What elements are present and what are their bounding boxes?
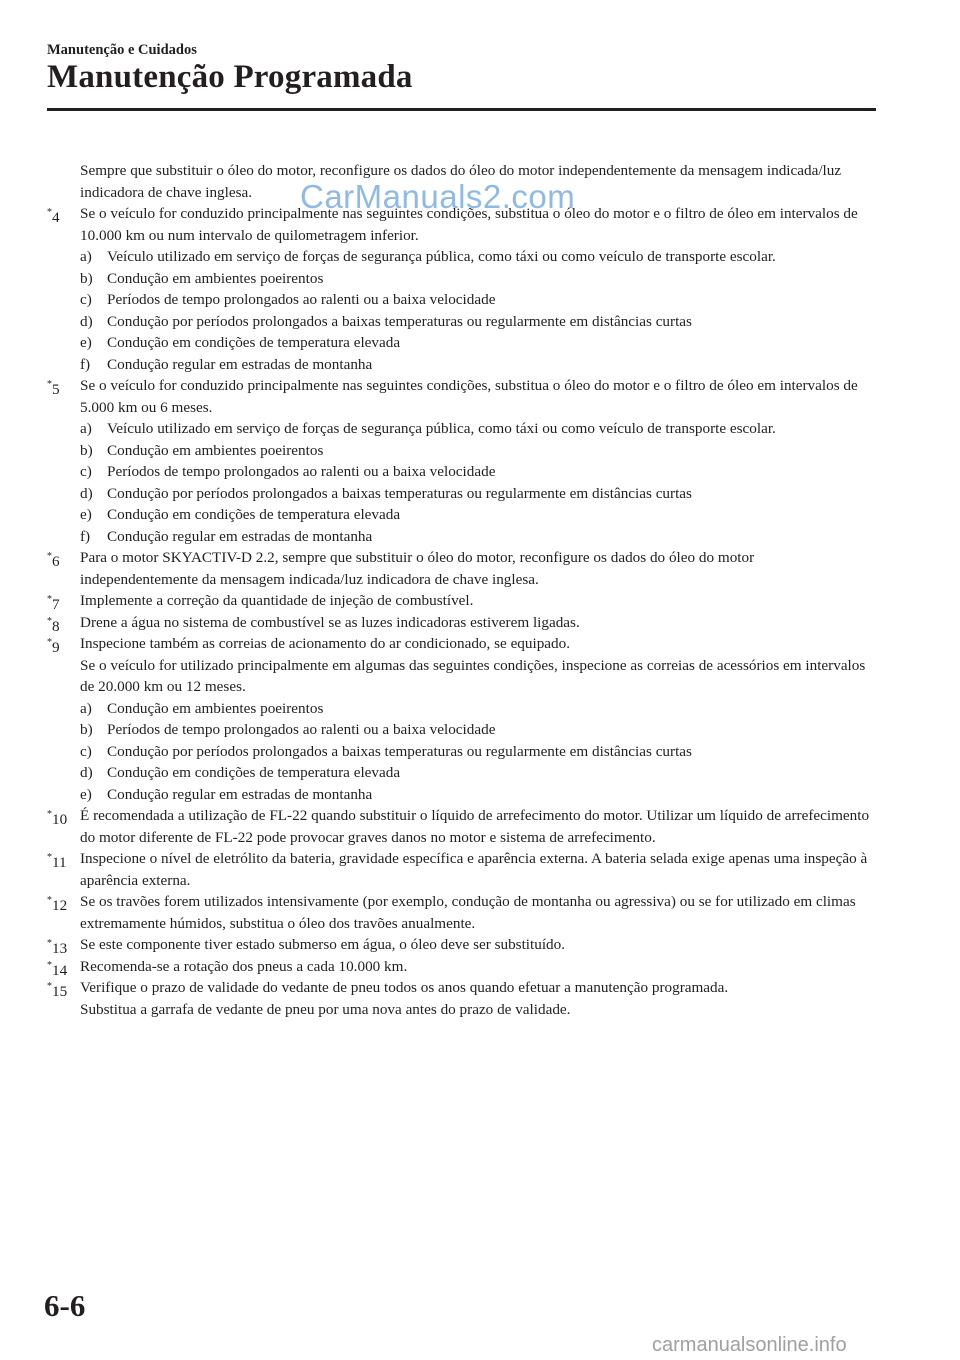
note-11	[47, 848, 876, 891]
list-text: Condução em ambientes poeirentos	[107, 699, 324, 717]
list-letter: c)	[80, 742, 92, 760]
list-item	[80, 311, 876, 333]
footnote-mark: *4	[47, 207, 60, 227]
list-letter: c)	[80, 463, 92, 480]
note-text: Implemente a correção da quantidade de injeção de combustível.	[80, 592, 474, 609]
note-text-secondary: Se o veículo for utilizado principalmente em algumas das seguintes condições, inspecione as correias de acessórios em intervalos de 20.000 km ou 12 meses.	[80, 656, 866, 695]
footnote-number: 9	[52, 639, 60, 657]
list-text: Condução por períodos prolongados a baixas temperaturas ou regularmente em distâncias curtas	[107, 484, 692, 502]
list-item	[80, 418, 876, 440]
list-text: Condução regular em estradas de montanha	[107, 355, 373, 373]
note-4	[47, 203, 876, 375]
footnote-mark: *5	[47, 379, 60, 399]
footnote-number: 11	[52, 854, 67, 872]
list-text: Condução em ambientes poeirentos	[107, 441, 324, 459]
list-item	[80, 741, 876, 763]
footnote-number: 12	[52, 897, 68, 915]
watermark-top[interactable]: CarManuals2.com	[300, 178, 576, 215]
footnote-number: 15	[52, 983, 68, 1001]
list-letter: b)	[80, 269, 93, 287]
list-item	[80, 526, 876, 548]
note-text: Se este componente tiver estado submerso em água, o óleo deve ser substituído.	[80, 936, 566, 953]
note-13	[47, 934, 876, 956]
note-7	[47, 590, 876, 612]
footnote-mark: *9	[47, 637, 60, 657]
footnote-number: 10	[52, 811, 68, 829]
list-letter: d)	[80, 764, 93, 781]
note-5	[47, 375, 876, 547]
footnote-number: 7	[52, 596, 60, 614]
notes-content	[47, 160, 876, 1020]
page-number: 6-6	[44, 1288, 86, 1323]
footnote-mark: *10	[47, 809, 68, 829]
note-text-secondary: Substitua a garrafa de vedante de pneu por uma nova antes do prazo de validade.	[80, 1000, 571, 1018]
list-text: Veículo utilizado em serviço de forças de segurança pública, como táxi ou como veículo de transporte escolar.	[107, 248, 776, 265]
list-text: Períodos de tempo prolongados ao ralenti ou a baixa velocidade	[107, 463, 496, 480]
list-letter: f)	[80, 527, 91, 545]
list-item	[80, 698, 876, 720]
list-item	[80, 289, 876, 311]
list-letter: d)	[80, 484, 93, 502]
note-text: Drene a água no sistema de combustível se as luzes indicadoras estiverem ligadas.	[80, 613, 580, 631]
note-9	[47, 633, 876, 805]
title-rule	[47, 108, 876, 111]
list-text: Períodos de tempo prolongados ao ralenti ou a baixa velocidade	[107, 291, 496, 308]
note-10	[47, 805, 876, 848]
list-item	[80, 246, 876, 268]
footnote-number: 6	[52, 553, 60, 571]
list-letter: b)	[80, 721, 93, 738]
list-text: Condução em condições de temperatura elevada	[107, 506, 401, 523]
list-letter: e)	[80, 506, 92, 523]
list-text: Condução em ambientes poeirentos	[107, 269, 324, 287]
list-item	[80, 268, 876, 290]
note-12	[47, 891, 876, 934]
footnote-mark: *7	[47, 594, 60, 614]
note-text: Se o veículo for conduzido principalmente nas seguintes condições, substitua o óleo do motor e o filtro de óleo em intervalos de 5.000 km ou 6 meses.	[80, 377, 858, 416]
footnote-mark: *13	[47, 938, 68, 958]
footnote-number: 14	[52, 961, 68, 979]
list-item	[80, 354, 876, 376]
footnote-mark: *8	[47, 615, 60, 635]
note-text: Se o veículo for conduzido principalmente nas seguintes condições, substitua o óleo do motor e o filtro de óleo em intervalos de 10.000 km ou num intervalo de quilometragem inferior.	[80, 205, 858, 244]
footnote-number: 8	[52, 617, 60, 635]
list-letter: e)	[80, 785, 92, 803]
note-text: Recomenda-se a rotação dos pneus a cada 10.000 km.	[80, 957, 408, 975]
note-text: Verifique o prazo de validade do vedante de pneu todos os anos quando efetuar a manutenção programada.	[80, 979, 729, 996]
list-text: Condução por períodos prolongados a baixas temperaturas ou regularmente em distâncias curtas	[107, 312, 692, 330]
condition-list	[80, 698, 876, 806]
list-item	[80, 784, 876, 806]
note-6	[47, 547, 876, 590]
note-text: Para o motor SKYACTIV-D 2.2, sempre que substituir o óleo do motor, reconfigure os dados do óleo do motor independentemente da mensagem indicada/luz indicadora de chave inglesa.	[80, 549, 755, 588]
footnote-number: 5	[52, 381, 60, 399]
note-text: Inspecione também as correias de acionamento do ar condicionado, se equipado.	[80, 635, 571, 652]
list-item	[80, 440, 876, 462]
footnote-mark: *6	[47, 551, 60, 571]
note-14	[47, 956, 876, 978]
list-item	[80, 461, 876, 483]
list-letter: d)	[80, 312, 93, 330]
list-item	[80, 483, 876, 505]
watermark-bottom[interactable]: carmanualsonline.info	[652, 1334, 847, 1356]
note-15	[47, 977, 876, 1020]
note-8	[47, 612, 876, 634]
footnote-mark: *11	[47, 852, 67, 872]
list-letter: a)	[80, 699, 92, 717]
list-item	[80, 332, 876, 354]
list-text: Condução por períodos prolongados a baixas temperaturas ou regularmente em distâncias curtas	[107, 742, 692, 760]
list-text: Períodos de tempo prolongados ao ralenti ou a baixa velocidade	[107, 721, 496, 738]
list-letter: b)	[80, 441, 93, 459]
note-text: Se os travões forem utilizados intensivamente (por exemplo, condução de montanha ou agressiva) ou se for utilizado em climas extremamente húmidos, substitua o óleo dos travões anualmente.	[80, 893, 856, 932]
footnote-mark: *15	[47, 981, 68, 1001]
list-letter: a)	[80, 248, 92, 265]
list-item	[80, 762, 876, 784]
condition-list	[80, 418, 876, 547]
list-text: Condução regular em estradas de montanha	[107, 527, 373, 545]
section-label: Manutenção e Cuidados	[47, 42, 197, 58]
list-text: Condução regular em estradas de montanha	[107, 785, 373, 803]
list-text: Veículo utilizado em serviço de forças de segurança pública, como táxi ou como veículo de transporte escolar.	[107, 420, 776, 437]
list-text: Condução em condições de temperatura elevada	[107, 334, 401, 351]
list-item	[80, 719, 876, 741]
list-letter: f)	[80, 355, 91, 373]
list-item	[80, 504, 876, 526]
footnote-number: 13	[52, 940, 68, 958]
page-title: Manutenção Programada	[47, 59, 413, 95]
condition-list	[80, 246, 876, 375]
list-letter: c)	[80, 291, 92, 308]
list-text: Condução em condições de temperatura elevada	[107, 764, 401, 781]
note-text: É recomendada a utilização de FL-22 quando substituir o líquido de arrefecimento do motor. Utilizar um líquido de arrefecimento do motor diferente de FL-22 pode provocar graves danos no motor e sistema de arrefecimento.	[80, 807, 870, 846]
list-letter: e)	[80, 334, 92, 351]
note-text: Inspecione o nível de eletrólito da bateria, gravidade específica e aparência externa. A bateria selada exige apenas uma inspeção à aparência externa.	[80, 850, 868, 889]
intro-text: Sempre que substituir o óleo do motor, reconfigure os dados do óleo do motor independentemente da mensagem indicada/luz indicadora de chave inglesa.	[80, 162, 842, 201]
footnote-mark: *14	[47, 959, 68, 979]
list-letter: a)	[80, 420, 92, 437]
footnote-number: 4	[52, 209, 60, 227]
footnote-mark: *12	[47, 895, 68, 915]
